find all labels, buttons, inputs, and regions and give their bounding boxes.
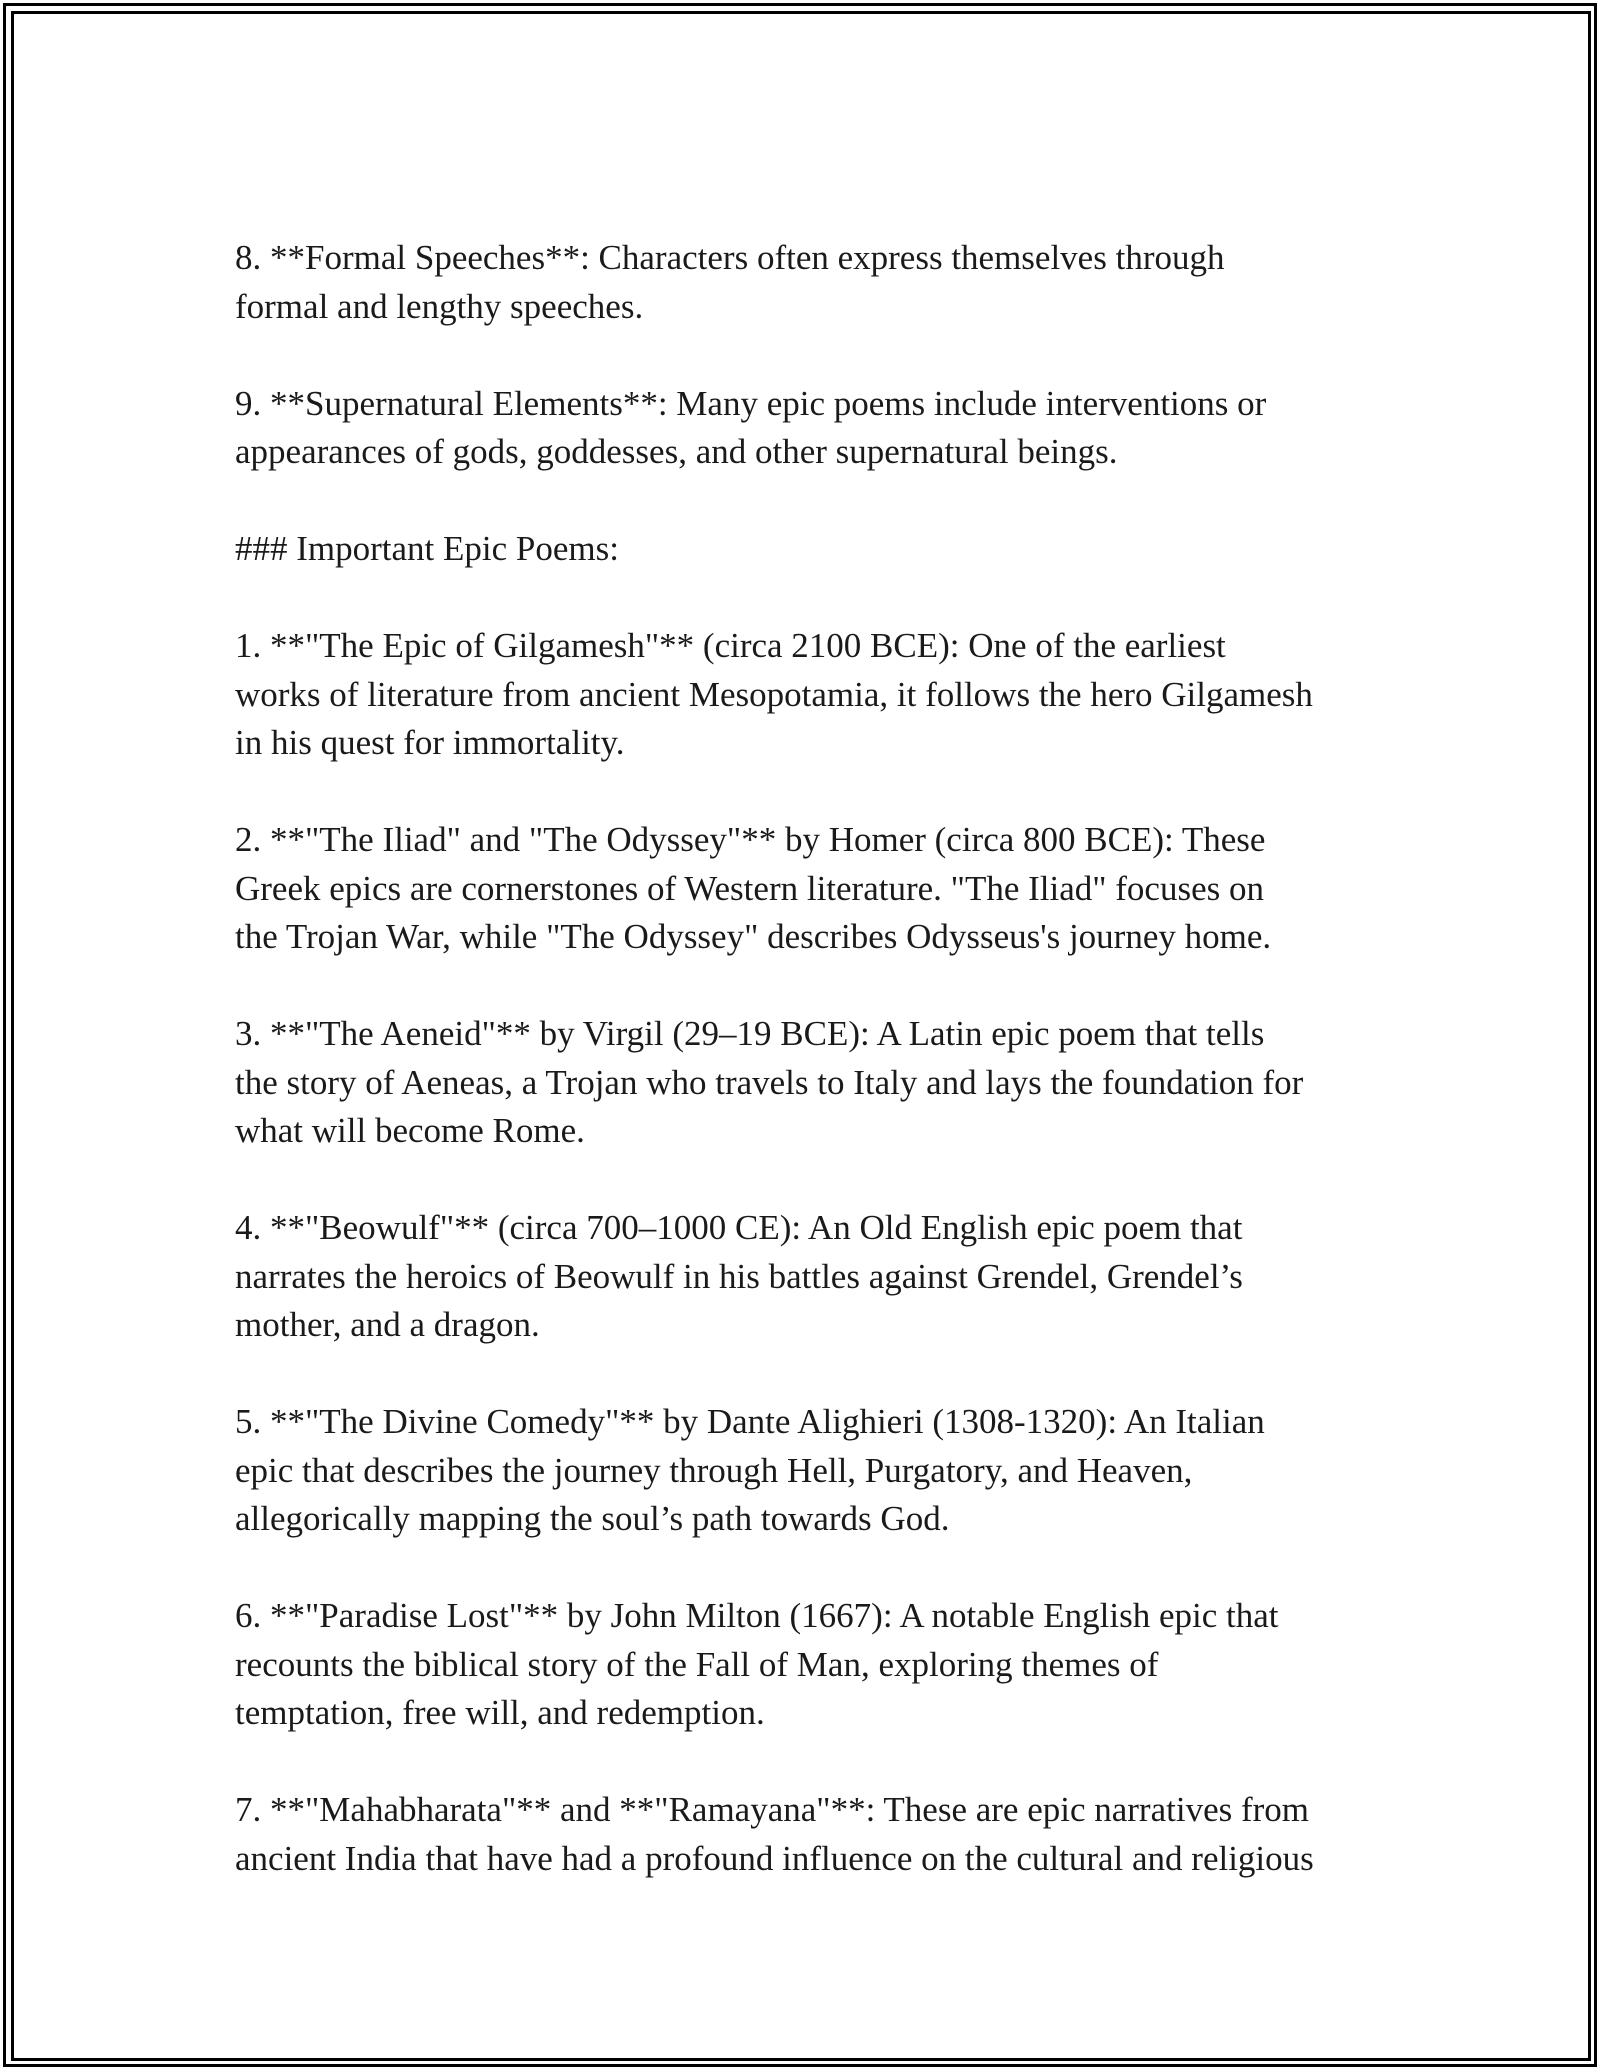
text-line: recounts the biblical story of the Fall of Man, exploring themes of	[235, 1644, 1159, 1684]
list-item-supernatural-elements	[235, 380, 1395, 477]
text-line: 2. **"The Iliad" and "The Odyssey"** by Homer (circa 800 BCE): These	[235, 820, 1266, 859]
document-body	[235, 234, 1395, 1932]
list-item-paradise-lost	[235, 1592, 1395, 1738]
text-line: what will become Rome.	[235, 1111, 585, 1150]
text-line: temptation, free will, and redemption.	[235, 1693, 765, 1732]
text-line: allegorically mapping the soul’s path towards God.	[235, 1499, 950, 1538]
text-line: ancient India that have had a profound influence on the cultural and religious	[235, 1838, 1314, 1878]
text-line: 9. **Supernatural Elements**: Many epic poems include interventions or	[235, 383, 1267, 423]
list-item-formal-speeches	[235, 234, 1395, 331]
text-line: mother, and a dragon.	[235, 1305, 540, 1344]
list-item-beowulf	[235, 1204, 1395, 1350]
text-line: epic that describes the journey through Hell, Purgatory, and Heaven,	[235, 1450, 1193, 1490]
list-item-iliad-odyssey	[235, 816, 1395, 962]
text-line: 1. **"The Epic of Gilgamesh"** (circa 2100 BCE): One of the earliest	[235, 626, 1226, 665]
heading-text: ### Important Epic Poems:	[235, 529, 619, 568]
text-line: appearances of gods, goddesses, and other supernatural beings.	[235, 432, 1118, 471]
text-line: works of literature from ancient Mesopotamia, it follows the hero Gilgamesh	[235, 674, 1313, 714]
text-line: formal and lengthy speeches.	[235, 286, 644, 326]
text-line: the story of Aeneas, a Trojan who travels to Italy and lays the foundation for	[235, 1062, 1304, 1102]
text-line: 7. **"Mahabharata"** and **"Ramayana"**: These are epic narratives from	[235, 1790, 1310, 1829]
text-line: the Trojan War, while "The Odyssey" describes Odysseus's journey home.	[235, 917, 1272, 956]
text-line: in his quest for immortality.	[235, 723, 625, 762]
section-heading	[235, 525, 1395, 574]
list-item-aeneid	[235, 1010, 1395, 1156]
text-line: 8. **Formal Speeches**: Characters often express themselves through	[235, 238, 1225, 277]
text-line: 6. **"Paradise Lost"** by John Milton (1667): A notable English epic that	[235, 1596, 1279, 1635]
list-item-divine-comedy	[235, 1398, 1395, 1544]
list-item-gilgamesh	[235, 622, 1395, 768]
text-line: 3. **"The Aeneid"** by Virgil (29–19 BCE): A Latin epic poem that tells	[235, 1014, 1265, 1053]
list-item-mahabharata-ramayana	[235, 1786, 1395, 1883]
text-line: 4. **"Beowulf"** (circa 700–1000 CE): An Old English epic poem that	[235, 1208, 1243, 1247]
text-line: narrates the heroics of Beowulf in his battles against Grendel, Grendel’s	[235, 1256, 1243, 1296]
text-line: 5. **"The Divine Comedy"** by Dante Alighieri (1308-1320): An Italian	[235, 1402, 1265, 1441]
text-line: Greek epics are cornerstones of Western literature. "The Iliad" focuses on	[235, 868, 1264, 908]
